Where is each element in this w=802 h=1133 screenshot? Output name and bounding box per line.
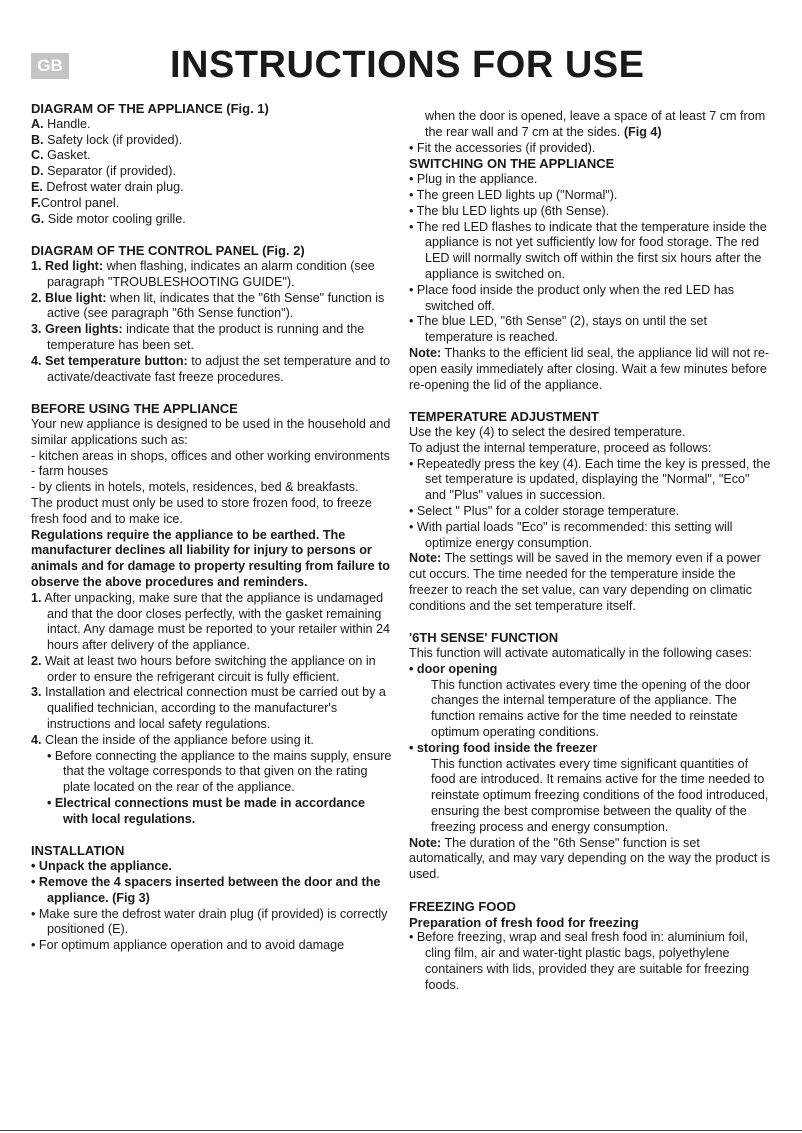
paragraph (409, 204, 771, 220)
paragraph-text: • Select " Plus" for a colder storage temperature. (409, 503, 680, 518)
paragraph-text: Safety lock (if provided). (43, 132, 183, 147)
paragraph (409, 662, 771, 678)
paragraph-text: This function activates every time the opening of the door changes the internal temperature of the appliance. The function remains active for the time needed to reinstate optimum operating conditions. (431, 677, 751, 740)
paragraph-text: Thanks to the efficient lid seal, the appliance lid will not re-open easily immediately after closing. Wait a few minutes before re-opening the lid of the appliance. (409, 345, 770, 392)
bold-lead: 2. Blue light: (31, 290, 107, 305)
paragraph (31, 859, 393, 875)
left-column (31, 101, 393, 954)
right-column (409, 109, 771, 994)
paragraph (31, 117, 393, 133)
paragraph (31, 196, 393, 212)
paragraph (409, 504, 771, 520)
paragraph (409, 283, 771, 315)
paragraph-text: • Fit the accessories (if provided). (409, 140, 596, 155)
paragraph-text: - by clients in hotels, motels, residences, bed & breakfasts. (31, 480, 359, 495)
paragraph (409, 314, 771, 346)
spacer (409, 615, 771, 631)
paragraph-text: • For optimum appliance operation and to avoid damage (31, 938, 345, 953)
paragraph (31, 528, 393, 591)
paragraph (409, 220, 771, 283)
paragraph (31, 180, 393, 196)
paragraph-text: After unpacking, make sure that the appliance is undamaged and that the door closes perfectly, with the gasket remaining intact. Any damage must be reported to your retailer within 24 hours after delivery of the appliance. (41, 590, 391, 653)
bold-lead: C. (31, 148, 44, 163)
paragraph (31, 464, 393, 480)
bold-lead: 3. Green lights: (31, 322, 123, 337)
bold-lead: 4. (31, 732, 42, 747)
paragraph-text: Handle. (43, 116, 91, 131)
paragraph (409, 457, 771, 504)
bold-lead: Note: (409, 345, 442, 360)
paragraph (31, 133, 393, 149)
bold-lead: Note: (409, 835, 442, 850)
paragraph (31, 354, 393, 386)
bold-lead: 3. (31, 685, 42, 700)
paragraph (409, 188, 771, 204)
paragraph-text: • Place food inside the product only when the red LED has switched off. (409, 282, 735, 313)
paragraph-text: Control panel. (40, 195, 120, 210)
bold-lead: 2. (31, 653, 42, 668)
paragraph-text: • With partial loads "Eco" is recommended: this setting will optimize energy consumption. (409, 519, 733, 550)
paragraph (31, 591, 393, 654)
paragraph-text: The duration of the "6th Sense" function is set automatically, and may vary depending on the way the product is used. (409, 835, 770, 882)
bold-lead: • storing food inside the freezer (409, 740, 598, 755)
paragraph (31, 449, 393, 465)
figure-ref: (Fig 4) (623, 124, 662, 139)
paragraph-text: • The green LED lights up ("Normal"). (409, 187, 618, 202)
paragraph (31, 907, 393, 939)
paragraph (409, 646, 771, 662)
paragraph (409, 757, 771, 836)
bottom-rule (0, 1130, 802, 1131)
paragraph (409, 678, 771, 741)
spacer (31, 385, 393, 401)
section-heading: DIAGRAM OF THE CONTROL PANEL (Fig. 2) (31, 243, 305, 259)
paragraph (409, 141, 771, 157)
bold-lead: • Electrical connections must be made in accordance with local regulations. (47, 796, 365, 826)
bold-lead: D. (31, 164, 44, 179)
bold-lead: 4. Set temperature button: (31, 353, 188, 368)
paragraph-text: • The red LED flashes to indicate that the temperature inside the appliance is not yet sufficiently low for food storage. The red LED will normally switch off within the first six hours after the appliance is switched on. (409, 219, 767, 281)
paragraph (31, 164, 393, 180)
section-heading: BEFORE USING THE APPLIANCE (31, 401, 238, 417)
bold-lead: F. (31, 195, 41, 210)
paragraph-text: Use the key (4) to select the desired temperature. (409, 424, 686, 439)
paragraph (31, 212, 393, 228)
paragraph-text: • Plug in the appliance. (409, 172, 538, 187)
paragraph-text: Clean the inside of the appliance before using it. (41, 732, 314, 747)
bold-lead: Note: (409, 551, 442, 566)
paragraph-text: Your new appliance is designed to be used in the household and similar applications such as: (31, 416, 391, 447)
paragraph-text: when the door is opened, leave a space of at least 7 cm from the rear wall and 7 cm at the sides. (425, 109, 766, 139)
paragraph-text: Side motor cooling grille. (44, 211, 186, 226)
bold-lead: • Unpack the appliance. (31, 859, 172, 874)
bold-lead: 1. (31, 590, 42, 605)
paragraph (31, 417, 393, 449)
paragraph-text: indicate that the product is running and the temperature has been set. (47, 322, 365, 352)
paragraph (409, 741, 771, 757)
paragraph-text: Defrost water drain plug. (42, 179, 184, 194)
paragraph-text: This function will activate automatically in the following cases: (409, 646, 752, 661)
paragraph-text: Installation and electrical connection must be carried out by a qualified technician, according to the manufacturer's instructions and local safety regulations. (41, 685, 386, 732)
bold-lead: A. (31, 116, 44, 131)
spacer (409, 883, 771, 899)
paragraph-text: • Before freezing, wrap and seal fresh food in: aluminium foil, cling film, air and water-tight plastic bags, polyethylene containers with lids, provided they are suitable for freezing foods. (409, 930, 750, 992)
section-heading: FREEZING FOOD (409, 898, 516, 914)
paragraph (409, 836, 771, 883)
paragraph-text: Gasket. (43, 148, 91, 163)
paragraph-text: The product must only be used to store frozen food, to freeze fresh food and to make ice. (31, 495, 372, 526)
paragraph (31, 796, 393, 828)
paragraph (31, 938, 393, 954)
section-heading: SWITCHING ON THE APPLIANCE (409, 156, 615, 172)
section-heading: Preparation of fresh food for freezing (409, 914, 639, 930)
paragraph-text: This function activates every time significant quantities of food are introduced. It remains active for the time needed to reinstate optimum freezing conditions of the food introduced, ensuring the best compromise between the quality of the freezing process and energy consumption. (431, 756, 769, 834)
paragraph (409, 346, 771, 393)
bold-lead: G. (31, 211, 45, 226)
paragraph-text: • The blu LED lights up (6th Sense). (409, 203, 610, 218)
paragraph (409, 551, 771, 614)
spacer (31, 828, 393, 844)
paragraph (31, 291, 393, 323)
paragraph (31, 148, 393, 164)
paragraph (409, 425, 771, 441)
paragraph-text: • The blue LED, "6th Sense" (2), stays on until the set temperature is reached. (409, 314, 708, 345)
paragraph-text: to adjust the set temperature and to activate/deactivate fast freeze procedures. (47, 353, 391, 384)
paragraph (409, 520, 771, 552)
bold-lead: E. (31, 179, 43, 194)
paragraph-text: Separator (if provided). (43, 164, 176, 179)
paragraph (409, 109, 771, 141)
bold-lead: B. (31, 132, 44, 147)
paragraph-text: • Repeatedly press the key (4). Each time the key is pressed, the set temperature is updated, displaying the "Normal", "Eco" and "Plus" values in succession. (409, 456, 771, 503)
paragraph (409, 930, 771, 993)
bold-lead: 1. Red light: (31, 258, 104, 273)
page-title: INSTRUCTIONS FOR USE (170, 44, 645, 86)
paragraph-text: • Before connecting the appliance to the mains supply, ensure that the voltage corresponds to that given on the rating plate located on the rear of the appliance. (47, 748, 392, 795)
spacer (31, 227, 393, 243)
paragraph (31, 733, 393, 749)
paragraph (31, 875, 393, 907)
bold-lead: Regulations require the appliance to be earthed. The manufacturer declines all liability for injury to persons or animals and for damage to property resulting from failure to observe the above procedures and reminders. (31, 527, 390, 589)
section-heading: DIAGRAM OF THE APPLIANCE (Fig. 1) (31, 101, 269, 116)
section-heading: INSTALLATION (31, 843, 125, 859)
paragraph (31, 322, 393, 354)
paragraph-text: - farm houses (31, 464, 108, 479)
paragraph (409, 172, 771, 188)
spacer (409, 393, 771, 409)
paragraph-text: when lit, indicates that the "6th Sense" function is active (see paragraph "6th Sense function"). (47, 290, 385, 321)
paragraph-text: • Make sure the defrost water drain plug (if provided) is correctly positioned (E). (31, 906, 388, 937)
paragraph (31, 259, 393, 291)
paragraph-text: Wait at least two hours before switching the appliance on in order to ensure the refrigerant circuit is fully efficient. (41, 653, 376, 684)
paragraph (31, 496, 393, 528)
language-badge: GB (31, 53, 69, 79)
paragraph (31, 480, 393, 496)
paragraph (31, 654, 393, 686)
paragraph-text: - kitchen areas in shops, offices and other working environments (31, 448, 390, 463)
bold-lead: • door opening (409, 661, 498, 676)
paragraph (31, 749, 393, 796)
paragraph-text: To adjust the internal temperature, proceed as follows: (409, 440, 712, 455)
section-heading: '6TH SENSE' FUNCTION (409, 630, 559, 646)
paragraph (31, 685, 393, 732)
paragraph-text: when flashing, indicates an alarm condition (see paragraph "TROUBLESHOOTING GUIDE"). (47, 258, 375, 289)
section-heading: TEMPERATURE ADJUSTMENT (409, 409, 599, 425)
paragraph-text: The settings will be saved in the memory even if a power cut occurs. The time needed for the temperature inside the freezer to reach the set value, can vary depending on climatic conditions and the set temperature itself. (409, 551, 761, 613)
bold-lead: • Remove the 4 spacers inserted between the door and the appliance. (Fig 3) (31, 875, 381, 905)
paragraph (409, 441, 771, 457)
